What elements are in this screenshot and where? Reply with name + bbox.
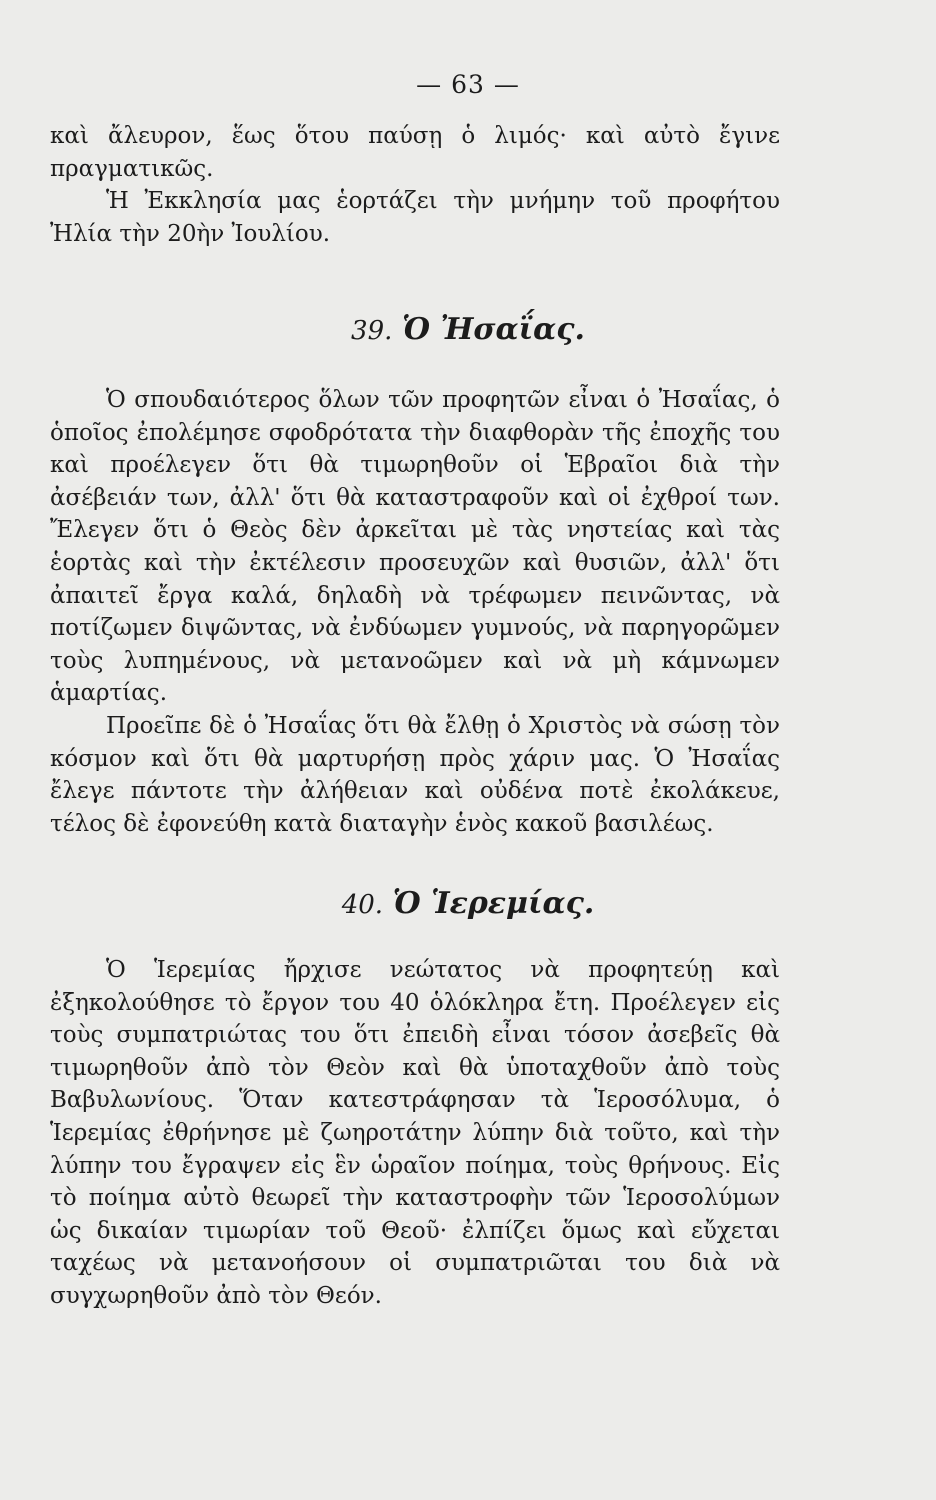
- section-39-body: [50, 384, 780, 840]
- section-39-heading: [0, 312, 936, 347]
- feast-day-paragraph: Ἡ Ἐκκλησία μας ἑορτάζει τὴν μνήμην τοῦ προφήτου Ἠλία τὴν 20ὴν Ἰουλίου.: [50, 188, 780, 247]
- continuation-text: [50, 120, 780, 250]
- section-39-title: Ὁ Ἠσαΐας.: [401, 312, 585, 347]
- continuation-paragraph: καὶ ἄλευρον, ἕως ὅτου παύσῃ ὁ λιμός· καὶ αὐτὸ ἔγινε πραγματικῶς.: [50, 123, 780, 182]
- section-39-paragraph-1: Ὁ σπουδαιότερος ὅλων τῶν προφητῶν εἶναι ὁ Ἠσαΐας, ὁ ὁποῖος ἐπολέμησε σφοδρότατα τὴν διαφθορὰν τῆς ἐποχῆς του καὶ προέλεγεν ὅτι θὰ τιμωρηθοῦν οἱ Ἑβραῖοι διὰ τὴν ἀσέβειάν των, ἀλλ' ὅτι θὰ καταστραφοῦν καὶ οἱ ἐχθροί των. Ἔλεγεν ὅτι ὁ Θεὸς δὲν ἀρκεῖται μὲ τὰς νηστείας καὶ τὰς ἑορτὰς καὶ τὴν ἐκτέλεσιν προσευχῶν καὶ θυσιῶν, ἀλλ' ὅτι ἀπαιτεῖ ἔργα καλά, δηλαδὴ νὰ τρέφωμεν πεινῶντας, νὰ ποτίζωμεν διψῶντας, νὰ ἐνδύωμεν γυμνούς, νὰ παρηγορῶμεν τοὺς λυπημένους, νὰ μετανοῶμεν καὶ νὰ μὴ κάμνωμεν ἁμαρτίας.: [50, 387, 780, 707]
- page-number: — 63 —: [416, 70, 520, 99]
- section-40-number: 40.: [341, 890, 384, 920]
- section-40-heading: [0, 886, 936, 921]
- section-40-title: Ὁ Ἱερεμίας.: [392, 886, 595, 921]
- section-40-body: [50, 954, 780, 1313]
- section-39-paragraph-2: Προεῖπε δὲ ὁ Ἠσαΐας ὅτι θὰ ἔλθῃ ὁ Χριστὸς νὰ σώσῃ τὸν κόσμον καὶ ὅτι θὰ μαρτυρήσῃ πρὸς χάριν μας. Ὁ Ἠσαΐας ἔλεγε πάντοτε τὴν ἀλήθειαν καὶ οὐδένα ποτὲ ἐκολάκευε, τέλος δὲ ἐφονεύθη κατὰ διαταγὴν ἑνὸς κακοῦ βασιλέως.: [50, 712, 780, 837]
- section-40-paragraph-1: Ὁ Ἱερεμίας ἤρχισε νεώτατος νὰ προφητεύῃ καὶ ἐξηκολούθησε τὸ ἔργον του 40 ὁλόκληρα ἔτη. Προέλεγεν εἰς τοὺς συμπατριώτας του ὅτι ἐπειδὴ εἶναι τόσον ἀσεβεῖς θὰ τιμωρηθοῦν ἀπὸ τὸν Θεὸν καὶ θὰ ὑποταχθοῦν ἀπὸ τοὺς Βαβυλωνίους. Ὅταν κατεστράφησαν τὰ Ἱεροσόλυμα, ὁ Ἱερεμίας ἐθρήνησε μὲ ζωηροτάτην λύπην διὰ τοῦτο, καὶ τὴν λύπην του ἔγραψεν εἰς ἓν ὡραῖον ποίημα, τοὺς θρήνους. Εἰς τὸ ποίημα αὐτὸ θεωρεῖ τὴν καταστροφὴν τῶν Ἱεροσολύμων ὡς δικαίαν τιμωρίαν τοῦ Θεοῦ· ἐλπίζει ὅμως καὶ εὔχεται ταχέως νὰ μετανοήσουν οἱ συμπατριῶται του διὰ νὰ συγχωρηθοῦν ἀπὸ τὸν Θεόν.: [50, 957, 780, 1309]
- section-39-number: 39.: [351, 316, 393, 346]
